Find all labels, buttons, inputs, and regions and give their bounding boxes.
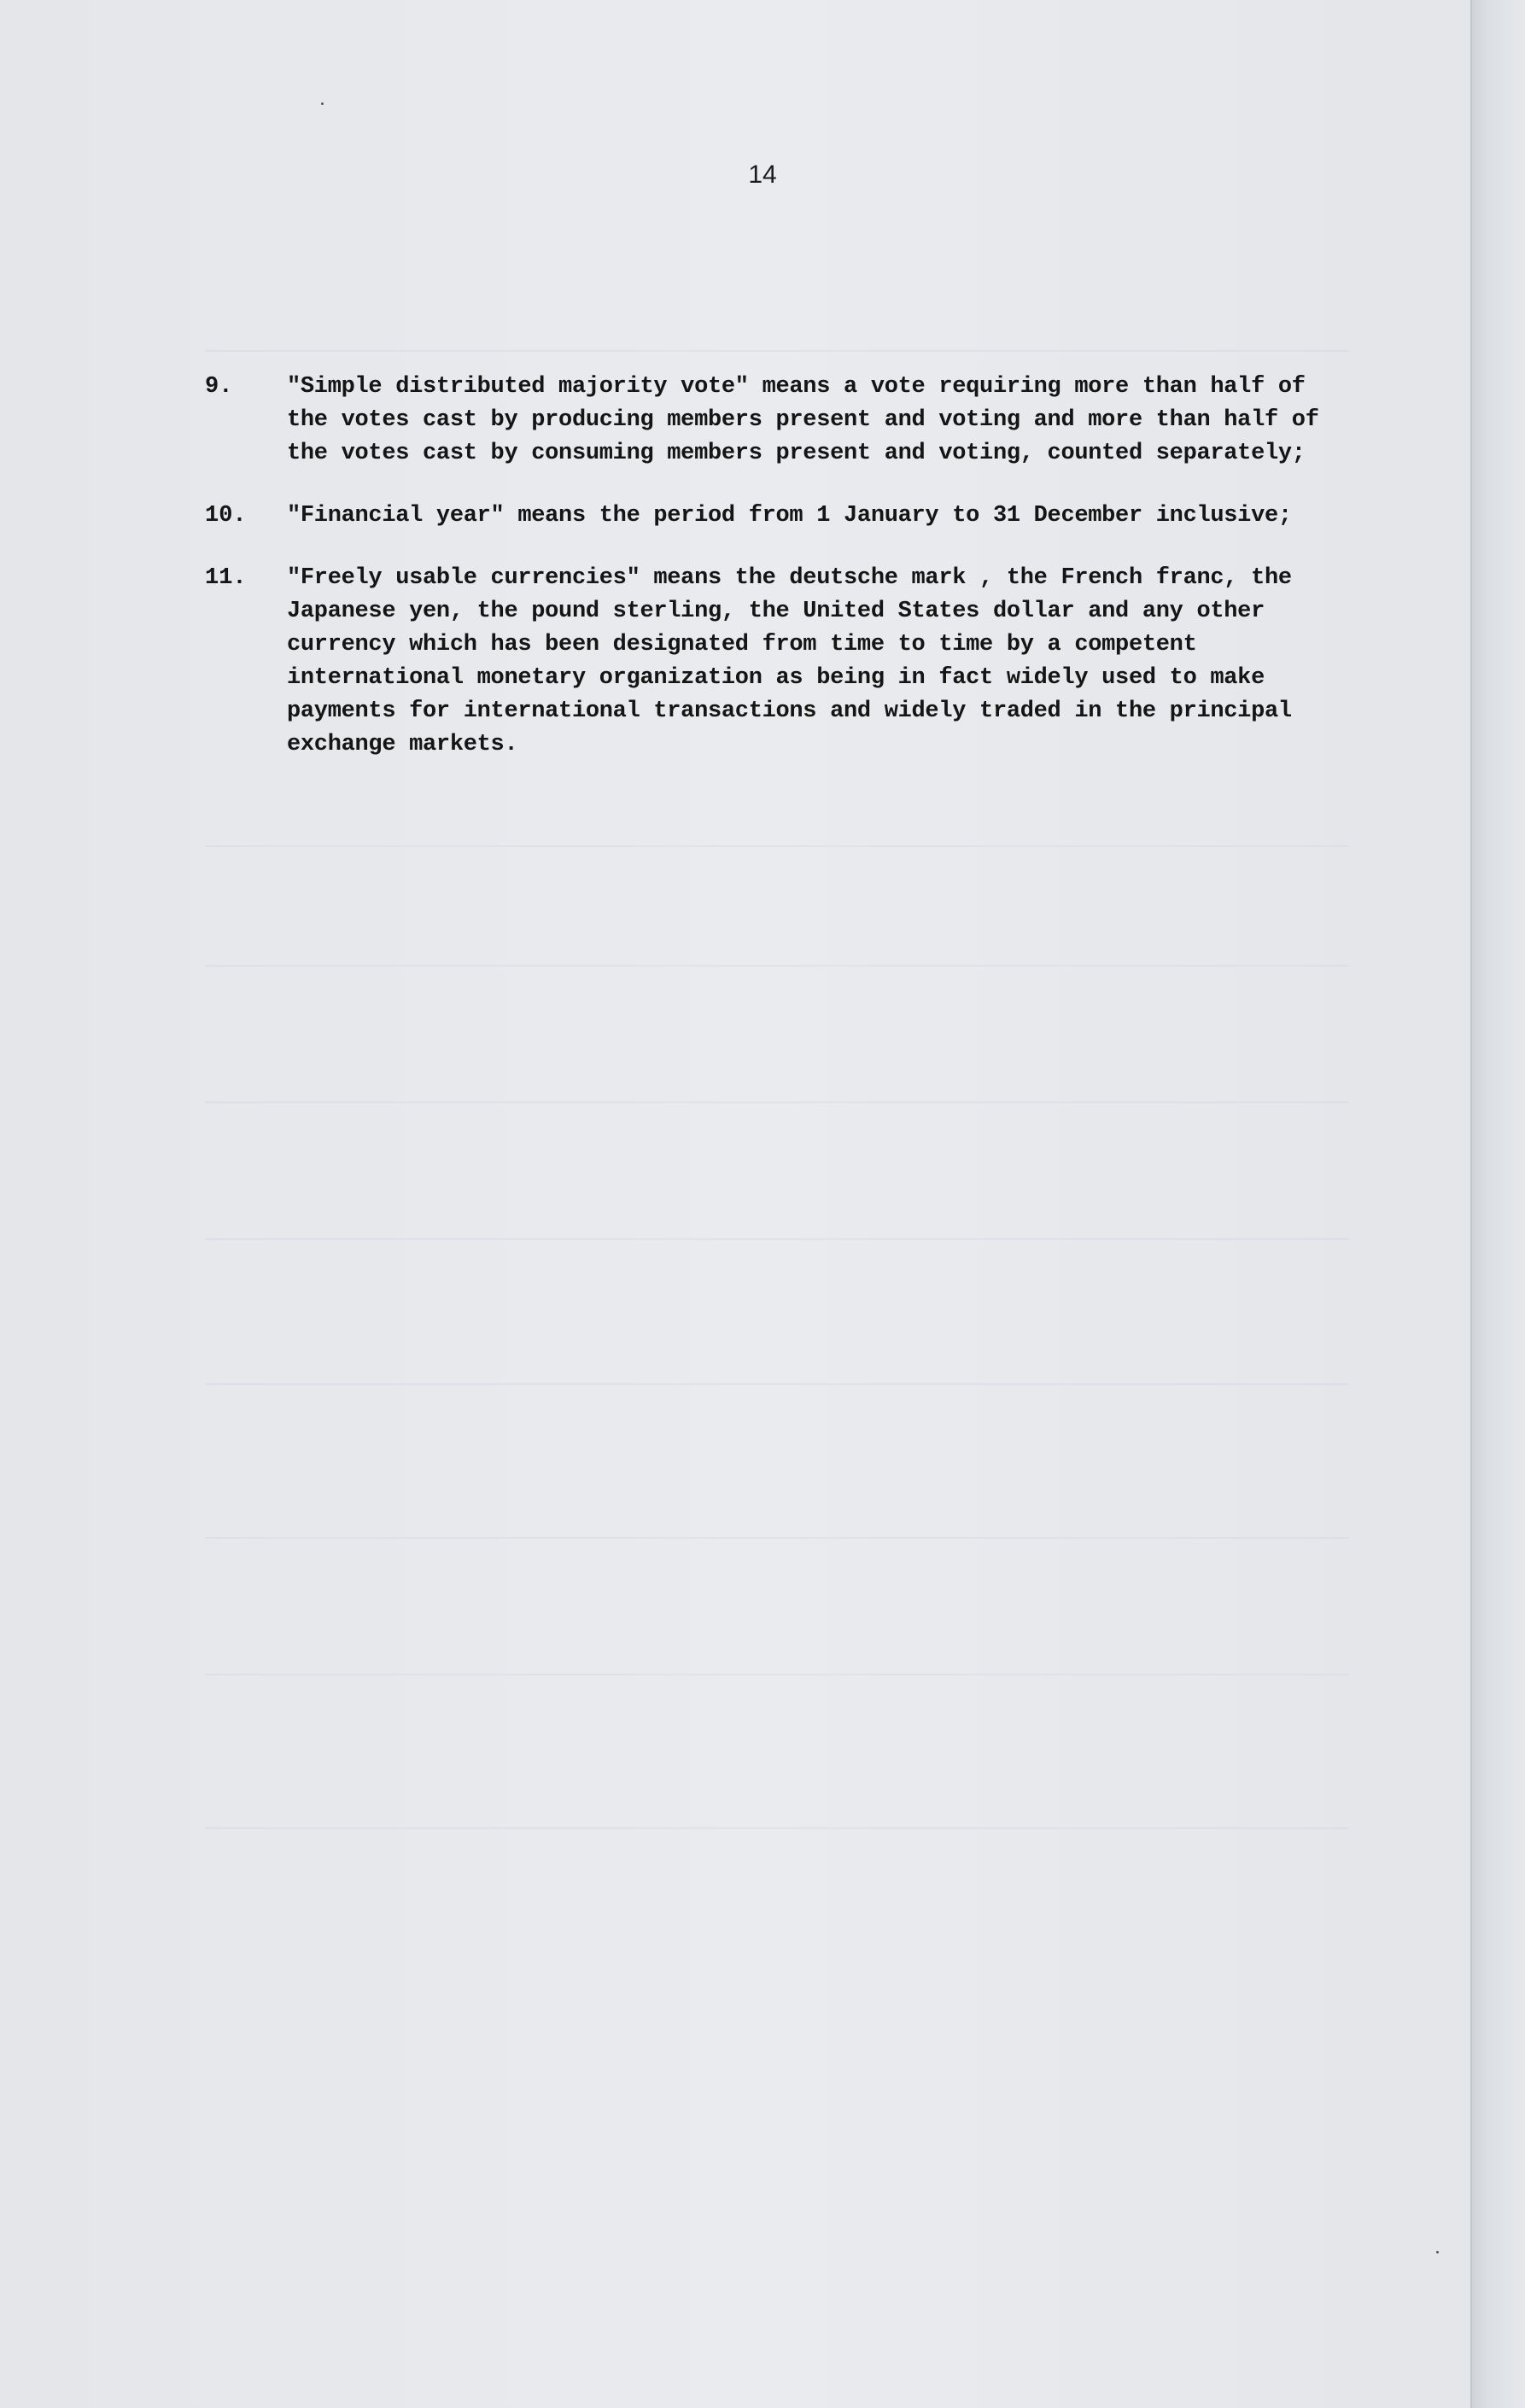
page-number: 14 [748,161,777,189]
bleed-through-line [205,1238,1349,1240]
bleed-through-line [205,965,1349,967]
clause-text: "Simple distributed majority vote" means a vote requiring more than half of the votes cast by producing members present and voting and more than half of the votes cast by consuming members present and voting, counted separately; [287,374,1319,466]
bleed-through-line [205,1827,1349,1829]
scan-speck [321,102,324,105]
bleed-through-line [205,1383,1349,1385]
clause-text: "Freely usable currencies" means the deutsche mark , the French franc, the Japanese yen, the pound sterling, the United States dollar and any other currency which has been designated from time to time by a competent international monetary organization as being in fact widely used to make payments for international transactions and widely traded in the principal exchange markets. [287,565,1292,757]
page-edge-shadow [1470,0,1525,2408]
clause-text: "Financial year" means the period from 1 January to 31 December inclusive; [287,503,1292,529]
clause-10 [205,500,1366,533]
bleed-through-line [205,845,1349,847]
scan-speck [1436,2251,1439,2253]
bleed-through-line [205,1102,1349,1103]
clause-number: 9. [205,374,233,400]
bleed-through-line [205,1537,1349,1539]
bleed-through-line [205,1674,1349,1675]
clause-number: 10. [205,503,247,529]
clause-9 [205,371,1366,470]
clause-11 [205,562,1366,762]
clause-number: 11. [205,565,247,591]
definitions-list [205,371,1366,791]
bleed-through-line [205,350,1349,352]
